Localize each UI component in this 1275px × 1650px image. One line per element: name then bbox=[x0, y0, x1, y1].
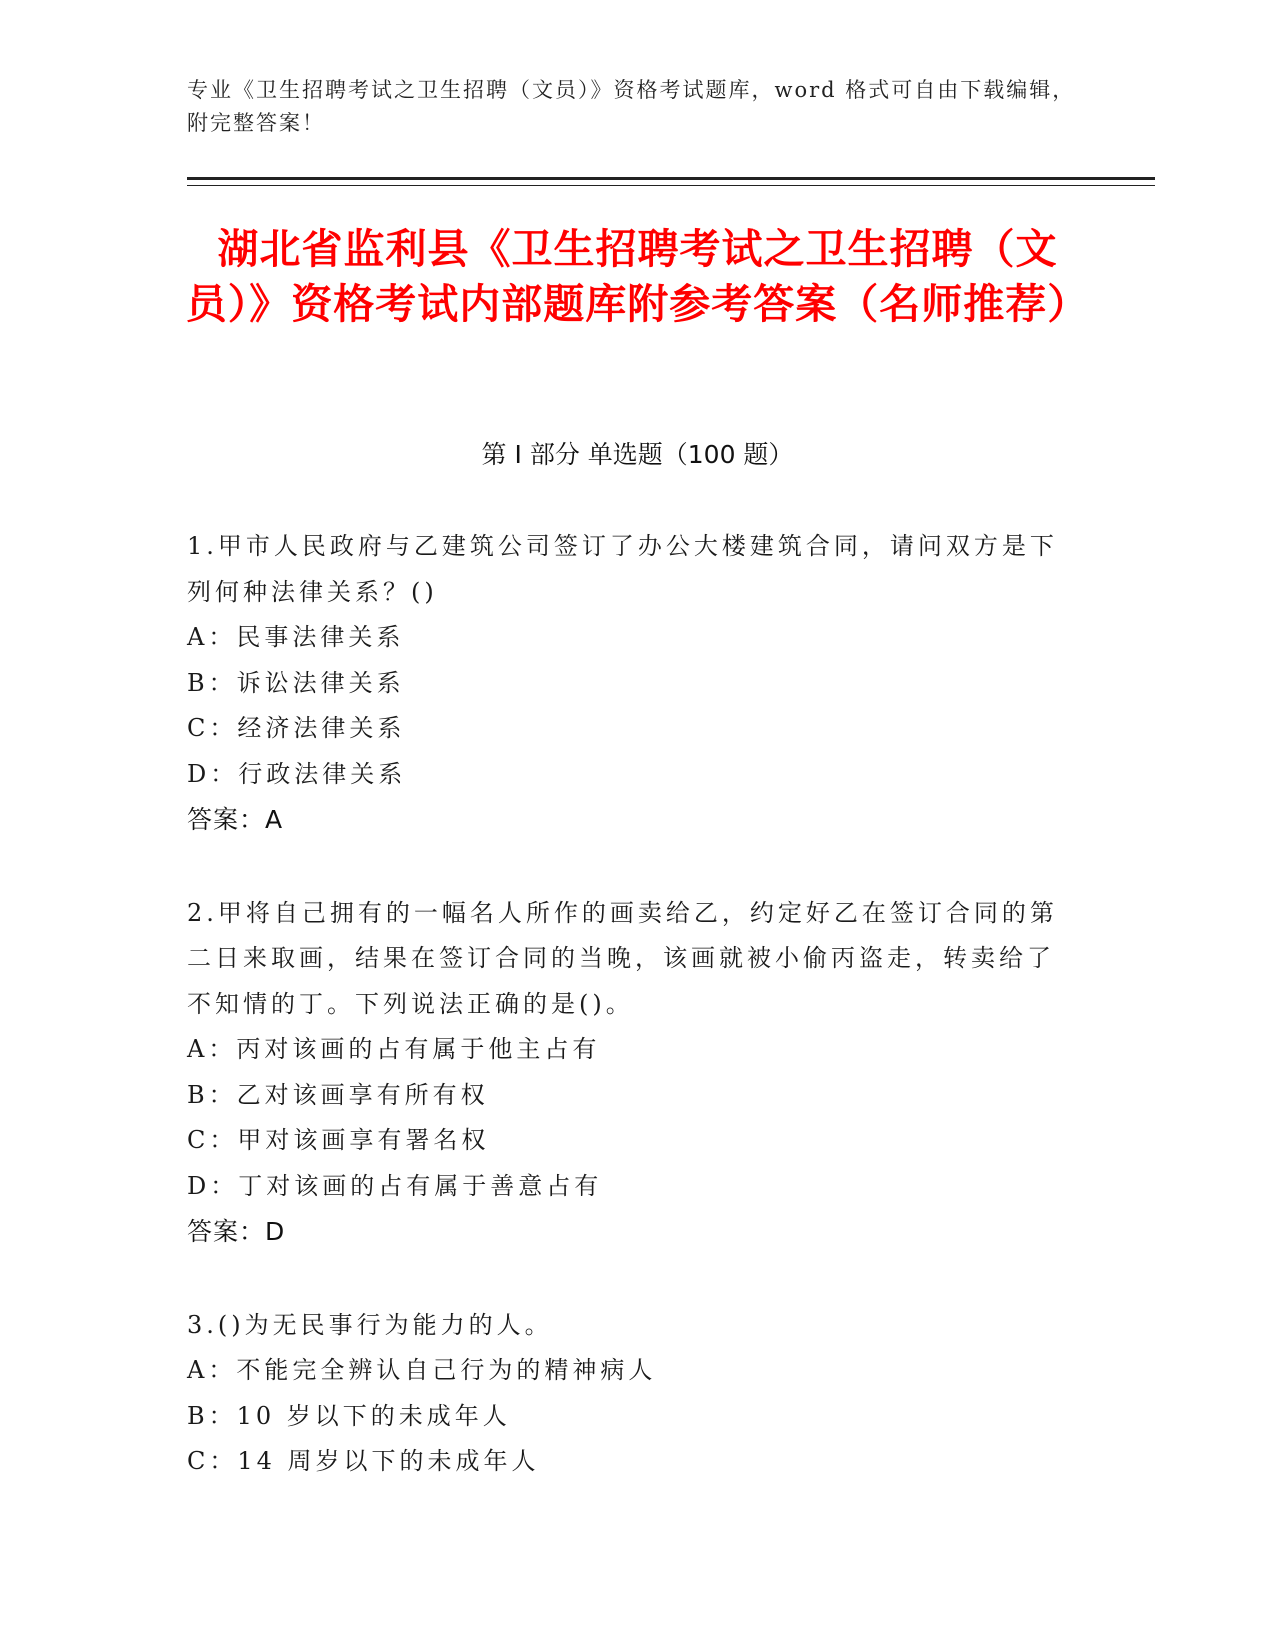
option-a: A：不能完全辨认自己行为的精神病人 bbox=[187, 1356, 657, 1384]
option-b: B：诉讼法律关系 bbox=[187, 668, 405, 697]
question-list bbox=[187, 524, 1067, 1533]
option-a: A：民事法律关系 bbox=[187, 623, 405, 651]
document-title: 湖北省监利县《卫生招聘考试之卫生招聘（文员）》资格考试内部题库附参考答案（名师推荐） bbox=[185, 225, 1090, 328]
question-stem: 1.甲市人民政府与乙建筑公司签订了办公大楼建筑合同，请问双方是下列何种法律关系？() bbox=[187, 532, 1058, 606]
header-note: 专业《卫生招聘考试之卫生招聘（文员）》资格考试题库，word 格式可自由下载编辑，附完整答案！ bbox=[187, 78, 1076, 135]
section-title: 第 I 部分 单选题（100 题） bbox=[481, 440, 794, 469]
option-a: A：丙对该画的占有属于他主占有 bbox=[187, 1035, 601, 1063]
option-c: C：经济法律关系 bbox=[187, 714, 406, 742]
answer: 答案：A bbox=[187, 805, 284, 834]
question-3 bbox=[187, 1303, 1067, 1485]
question-stem: 3.()为无民事行为能力的人。 bbox=[187, 1310, 553, 1339]
option-d: D：行政法律关系 bbox=[187, 759, 407, 788]
option-c: C：甲对该画享有署名权 bbox=[187, 1126, 490, 1154]
option-b: B：10 岁以下的未成年人 bbox=[187, 1401, 511, 1430]
option-d: D：丁对该画的占有属于善意占有 bbox=[187, 1171, 603, 1200]
option-b: B：乙对该画享有所有权 bbox=[187, 1080, 489, 1109]
answer: 答案：D bbox=[187, 1217, 286, 1246]
header-divider-thin bbox=[187, 185, 1155, 186]
question-stem: 2.甲将自己拥有的一幅名人所作的画卖给乙，约定好乙在签订合同的第二日来取画，结果在签订合同的当晚，该画就被小偷丙盗走，转卖给了不知情的丁。下列说法正确的是()。 bbox=[187, 898, 1058, 1018]
question-2 bbox=[187, 891, 1067, 1255]
header-divider-thick bbox=[187, 177, 1155, 180]
question-1 bbox=[187, 524, 1067, 843]
option-c: C：14 周岁以下的未成年人 bbox=[187, 1447, 540, 1475]
